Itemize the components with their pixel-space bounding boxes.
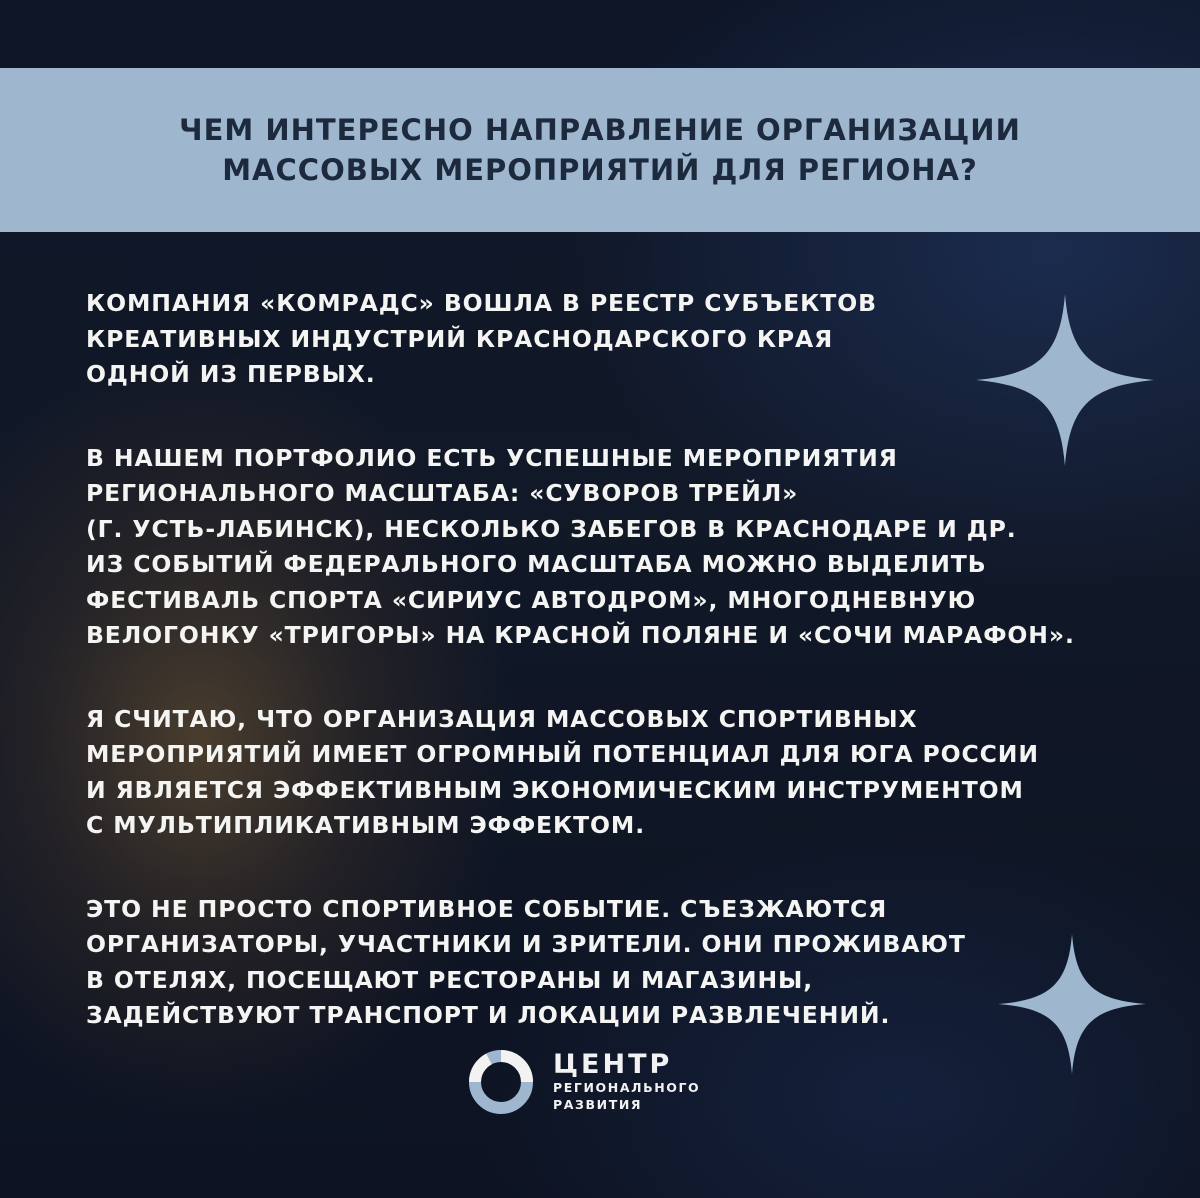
text-line: ЭТО НЕ ПРОСТО СПОРТИВНОЕ СОБЫТИЕ. СЪЕЗЖАЮТСЯ [86,894,888,923]
text-line: ОРГАНИЗАТОРЫ, УЧАСТНИКИ И ЗРИТЕЛИ. ОНИ ПРОЖИВАЮТ [86,930,966,958]
text-line: ВЕЛОГОНКУ «ТРИГОРЫ» НА КРАСНОЙ ПОЛЯНЕ И «СОЧИ МАРАФОН». [86,621,1075,649]
paragraph-portfolio [86,441,1146,654]
ring-logo-icon [467,1048,535,1116]
text-line: ОДНОЙ ИЗ ПЕРВЫХ. [86,360,376,388]
logo-sub-text: РЕГИОНАЛЬНОГО [553,1080,701,1095]
text-line: В ОТЕЛЯХ, ПОСЕЩАЮТ РЕСТОРАНЫ И МАГАЗИНЫ, [86,965,814,994]
text-line: ЗАДЕЙСТВУЮТ ТРАНСПОРТ И ЛОКАЦИИ РАЗВЛЕЧЕНИЙ. [86,1001,891,1029]
text-line: КРЕАТИВНЫХ ИНДУСТРИЙ КРАСНОДАРСКОГО КРАЯ [86,324,834,353]
text-line: КОМПАНИЯ «КОМРАДС» ВОШЛА В РЕЕСТР СУБЪЕКТОВ [86,289,877,317]
text-line: С МУЛЬТИПЛИКАТИВНЫМ ЭФФЕКТОМ. [86,811,646,839]
logo-sub-text: РАЗВИТИЯ [553,1097,643,1112]
text-line: В НАШЕМ ПОРТФОЛИО ЕСТЬ УСПЕШНЫЕ МЕРОПРИЯТИЯ [86,443,898,472]
sparkle-icon [976,294,1154,466]
text-line: ИЗ СОБЫТИЙ ФЕДЕРАЛЬНОГО МАСШТАБА МОЖНО ВЫДЕЛИТЬ [86,550,987,578]
text-line: РЕГИОНАЛЬНОГО МАСШТАБА: «СУВОРОВ ТРЕЙЛ» [86,479,799,507]
title-line: МАССОВЫХ МЕРОПРИЯТИЙ ДЛЯ РЕГИОНА? [222,153,978,187]
logo-main-text: ЦЕНТР [553,1049,673,1080]
logo-wordmark [553,1051,700,1113]
page-title [80,110,1120,190]
text-line: МЕРОПРИЯТИЙ ИМЕЕТ ОГРОМНЫЙ ПОТЕНЦИАЛ ДЛЯ ЮГА РОССИИ [86,740,1039,768]
text-line: (Г. УСТЬ-ЛАБИНСК), НЕСКОЛЬКО ЗАБЕГОВ В КРАСНОДАРЕ И ДР. [86,514,1017,543]
paragraph-effect [86,892,1146,1034]
paragraph-potential [86,702,1146,844]
text-line: И ЯВЛЯЕТСЯ ЭФФЕКТИВНЫМ ЭКОНОМИЧЕСКИМ ИНСТРУМЕНТОМ [86,775,1024,804]
text-line: Я СЧИТАЮ, ЧТО ОРГАНИЗАЦИЯ МАССОВЫХ СПОРТИВНЫХ [86,704,918,733]
title-line: ЧЕМ ИНТЕРЕСНО НАПРАВЛЕНИЕ ОРГАНИЗАЦИИ [179,113,1021,147]
brand-logo [467,1048,700,1116]
title-banner [0,68,1200,232]
sparkle-icon [998,934,1146,1074]
text-line: ФЕСТИВАЛЬ СПОРТА «СИРИУС АВТОДРОМ», МНОГОДНЕВНУЮ [86,585,977,614]
